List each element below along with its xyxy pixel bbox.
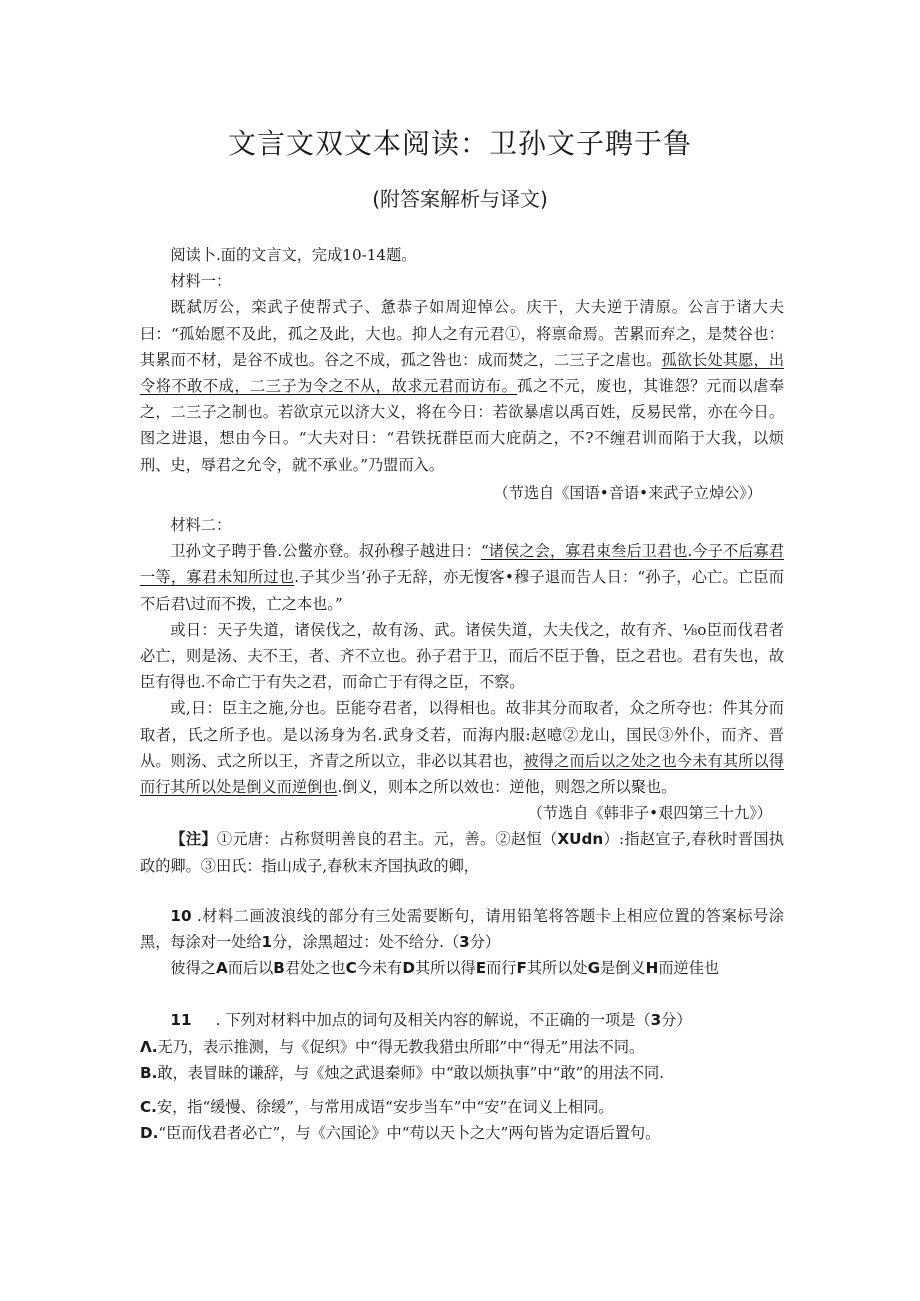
notes-text: ①元唐：占称贤明善良的君主。元，善。②赵恒（	[216, 830, 558, 849]
material-1-text: 既弑厉公，栾武子使帮式子、惫恭子如周迎悼公。庆干，大夫逆于清原。公言于诸大夫曰：“孤始愿不及此，孤之及此，大也。抑人之有元君①，将禀命焉。苦累而弃之，是焚谷也：其累而不材，是谷不成也。谷之不成，孤之咎也：成而焚之，二三子之虐也。	[140, 298, 784, 369]
question-11-option-d	[140, 1120, 784, 1146]
break-marker-h: H	[645, 959, 659, 978]
question-11-score-unit: 分）	[661, 1011, 692, 1030]
question-11-option-c	[140, 1094, 784, 1120]
break-marker-e: E	[475, 959, 487, 978]
intro-text: 阅读卜.面的文言文，完成10-14题。	[170, 246, 417, 264]
material-1-label: 材料一：	[170, 272, 232, 291]
question-10-score-2: 3	[459, 933, 470, 952]
question-10-answer	[170, 959, 719, 977]
question-10-answer-line	[140, 955, 784, 981]
question-10-score-1: 1	[261, 933, 273, 952]
notes-bracket: 【注】	[170, 830, 217, 849]
material-2-paragraph-3	[140, 695, 784, 800]
material-2-source: （节选自《韩非子•艰四第三十九》）	[527, 804, 772, 823]
answer-segment: 彼得之	[170, 959, 216, 978]
option-d-text: “臣而伐君者必亡”，与《六国论》中“苟以天卜之大”两句皆为定语后置句。	[158, 1124, 661, 1143]
option-b-letter: B.	[140, 1063, 158, 1082]
answer-segment: 君处之也	[284, 959, 346, 978]
material-1-text-rest: 孤之不元，废也，其谁怨？元而以虐奉之，二三子之制也。若欲京元以济大义，将在今日：若欲暴虐以禹百姓，反易民常，亦在今日。图之进退，想由今日。“大夫对日：“君铁抚群臣而大庇荫之，不?不缠君训而陷于大我，以烦刑、史，辱君之允令，就不承业。”乃盟而入。	[140, 377, 785, 474]
material-1-paragraph	[140, 294, 784, 477]
material-2-label: 材料二：	[170, 516, 232, 535]
answer-segment: 而逆佳也	[658, 959, 720, 978]
question-11-number: 11	[170, 1011, 192, 1030]
answer-segment: 而后以	[227, 959, 274, 978]
question-11-option-a	[140, 1034, 784, 1060]
question-10	[140, 903, 784, 955]
option-a-text: 无乃，表示推测，与《促织》中“得无教我猎虫所耶”中“得无”用法不同。	[157, 1037, 645, 1056]
question-10-text: .材料二画波浪线的部分有三处需要断句，请用铅笔将答题卡上相应位置的答案标号涂黑，每涂对一处给	[140, 906, 784, 952]
break-marker-b: B	[273, 959, 285, 978]
break-marker-d: D	[402, 959, 415, 978]
question-10-number: 10	[170, 906, 192, 925]
material-2-p3-text: 或,日：臣主之施,分也。臣能夺君者，以得相也。故非其分而取者，众之所夺也：件其分而取者，氏之所予也。是以汤身为名.武身爻若，而海内服:赵噫②龙山，国民③外仆，而齐、晋从。则汤、式之所以王，齐青之所以立，非必以其君也，	[140, 699, 784, 770]
option-d-letter: D.	[140, 1124, 159, 1143]
page-subtitle: (附答案解析与译文)	[372, 187, 548, 211]
material-2-text: 卫孙文子聘于鲁.公鳖亦登。叔孙穆子越进日：	[170, 542, 481, 561]
answer-segment: 今未有	[356, 959, 403, 978]
break-marker-g: G	[587, 959, 601, 978]
answer-segment: 而行	[486, 959, 517, 978]
question-11-text: . 下列对材料中加点的词句及相关内容的解说，不正确的一项是（	[191, 1011, 651, 1030]
material-2-p3-rest: .倒义，则本之所以效也：逆他，则怨之所以聚也。	[337, 778, 677, 797]
option-a-letter: Λ.	[140, 1037, 158, 1056]
wavy-line-passage: 被得之而后以之处之也今未有其所以得而行其所以处是倒义而逆倒也	[140, 751, 785, 797]
break-marker-a: A	[215, 959, 228, 978]
material-2-text-rest: .子其少当’孙子无辞，亦无愎客•穆子退而告人日：“孙子，心亡。亡臣而不后君\过而不拨，亡之本也。”	[140, 568, 784, 613]
material-2-paragraph-1	[140, 538, 784, 617]
question-10-text-3: 分）	[469, 933, 501, 952]
material-1-underlined-text: 孤欲长处其愿，出令将不敢不成，二三子为令之不从，故求元君而访布。	[140, 350, 785, 396]
material-2-paragraph-2: 或日：天子失道，诸侯伐之，故有汤、武。诸侯失道，大夫伐之，故有齐、⅛o臣而伐君者必亡，则是汤、夫不王，者、齐不立也。孙子君于卫，而后不臣于鲁，臣之君也。君有失也，故臣有得也.不命亡于有失之君，而命亡于有得之臣，不察。	[140, 620, 784, 692]
option-c-text: 安，指“缓慢、徐缓”，与常用成语“安步当车”中“安”在词义上相同。	[156, 1098, 614, 1117]
answer-segment: 其所以处	[526, 959, 588, 978]
page-title: 文言文双文本阅读：卫孙文子聘于鲁	[227, 127, 692, 160]
question-10-text-2: 分，涂黑超过：处不给分.（	[272, 933, 460, 952]
option-c-letter: C.	[140, 1098, 157, 1117]
break-marker-f: F	[516, 959, 527, 978]
question-11-score: 3	[650, 1011, 662, 1030]
option-b-text: 敢，表冒昧的谦辞，与《烛之武退秦师》中“敢以烦执事”中“敢”的用法不同.	[157, 1063, 665, 1082]
answer-segment: 其所以得	[414, 959, 476, 978]
document-body	[140, 242, 784, 1147]
question-11	[140, 1007, 784, 1033]
answer-segment: 是倒义	[600, 959, 646, 978]
notes-pinyin: XUdn	[557, 830, 604, 849]
notes-text-rest: ）:指赵宣子,春秋时晋国执政的卿。③田氏：指山成子,春秋末齐国执政的卿，	[140, 830, 785, 875]
question-11-option-b	[140, 1060, 784, 1086]
material-2-underlined-text: “诸侯之会，寡君束叁后卫君也.今子不后寡君一等，寡君未知所过也	[140, 542, 784, 587]
material-1-source: （节选自《国语•音语•来武子立焯公》）	[493, 483, 762, 502]
break-marker-c: C	[345, 959, 357, 978]
notes-paragraph	[140, 826, 784, 878]
